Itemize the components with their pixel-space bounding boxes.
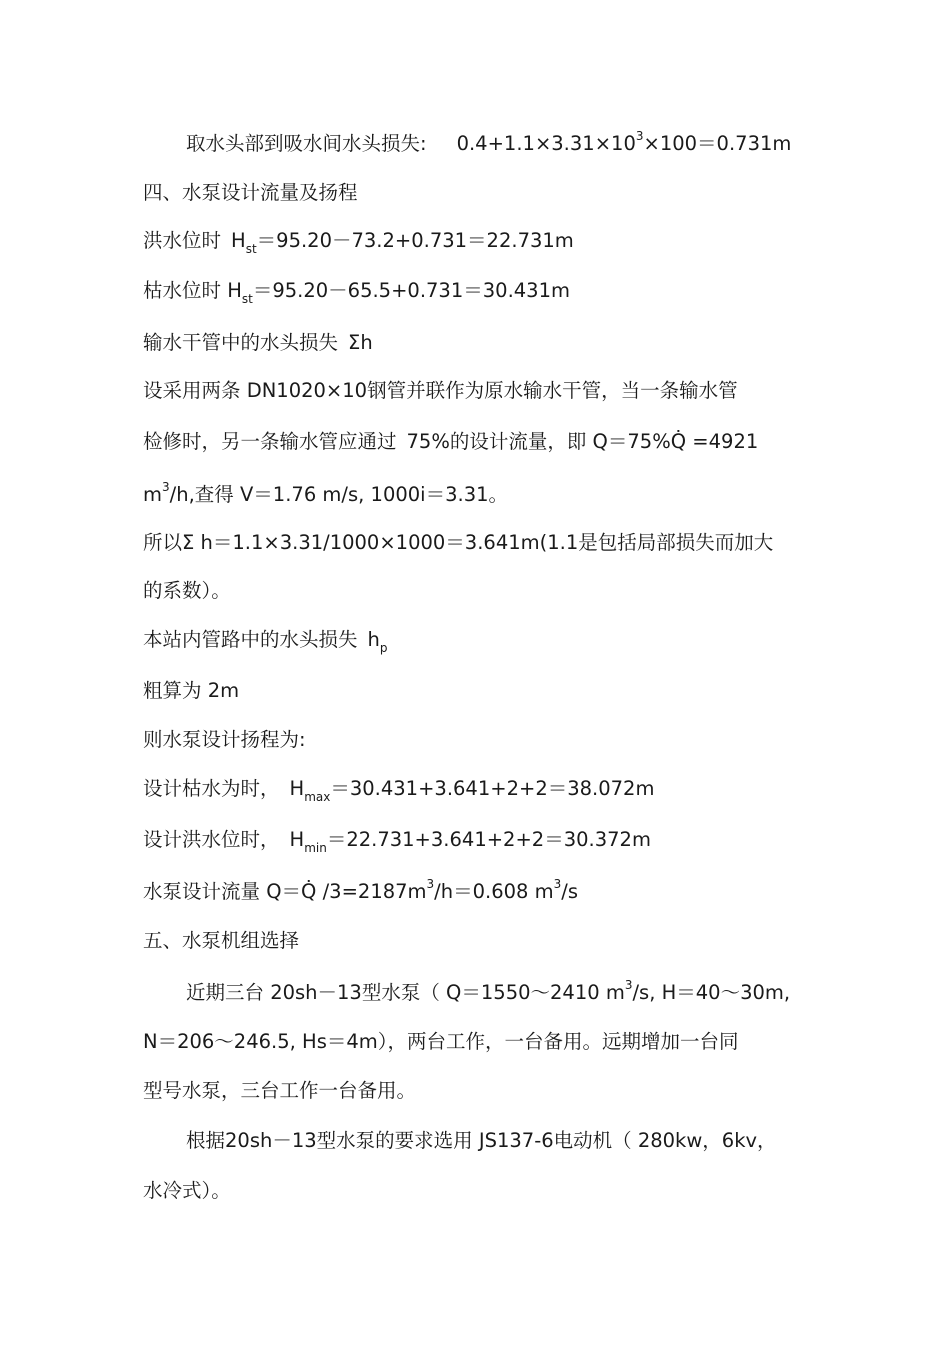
section-heading-4: 四、水泵设计流量及扬程 (143, 181, 358, 204)
text-line-12: 粗算为 2m (143, 679, 240, 702)
text-line-13: 则水泵设计扬程为: (143, 728, 306, 751)
text-line-20: 型号水泵，三台工作一台备用。 (143, 1079, 417, 1102)
text-line-10: 的系数）。 (143, 579, 231, 602)
text-line-7: 检修时，另一条输水管应通过 75%的设计流量，即 Q＝75%Q̇ =4921 (143, 430, 759, 453)
text-line-4: 枯水位时 $H_{st}=95.20-65.5+0.731=30.431m$ (143, 279, 570, 306)
text-line-5: 输水干管中的水头损失 Σh (143, 331, 373, 354)
text-line-3: 洪水位时 $H_{st}=95.20-73.2+0.731=22.731m$ (143, 229, 574, 256)
text-line-1: 取水头部到吸水间水头损失: $0.4+1.1\times 3.31\times 10^3\times 100=0.731m$ (186, 129, 792, 155)
text-line-11: 本站内管路中的水头损失 $h_p$ (143, 628, 388, 655)
text-line-18: 近期三台 20sh－13型水泵（ Q＝1550～2410 $m^3/s$, H＝40～30m, (186, 978, 791, 1004)
text-line-6: 设采用两条 DN1020×10钢管并联作为原水输水干管，当一条输水管 (143, 379, 738, 402)
text-line-22: 水冷式）。 (143, 1179, 231, 1202)
text-line-8: $m^3/h$,查得 V＝1.76 m/s, 1000i＝3.31。 (143, 480, 509, 506)
text-line-14: 设计枯水为时， $H_{max}=30.431+3.641+2+2=38.072m$ (143, 777, 655, 804)
text-line-9: 所以Σ h＝1.1×3.31/1000×1000＝3.641m(1.1是包括局部损失而加大 (143, 531, 774, 554)
text-line-16: 水泵设计流量 Q＝Q̇ $/3=2187m^3/h=0.608$ $m^3/s$ (143, 877, 578, 903)
text-line-19: N＝206～246.5, Hs＝4m），两台工作，一台备用。远期增加一台同 (143, 1030, 739, 1053)
text-line-15: 设计洪水位时， $H_{min}=22.731+3.641+2+2=30.372m$ (143, 828, 651, 855)
section-heading-5: 五、水泵机组选择 (143, 929, 300, 952)
text-line-21: 根据20sh－13型水泵的要求选用 JS137-6电动机（ 280kw，6kv， (186, 1129, 777, 1152)
